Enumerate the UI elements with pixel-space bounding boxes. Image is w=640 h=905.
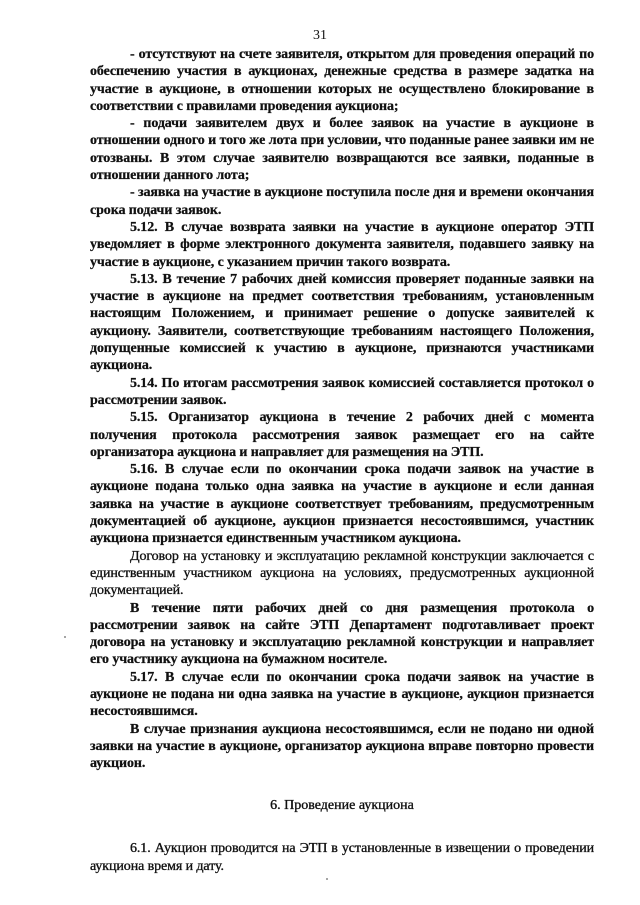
section-title: 6. Проведение аукциона: [270, 798, 414, 814]
scan-speck: [326, 878, 328, 880]
paragraph-5-12: 5.12. В случае возврата заявки на участие в аукционе оператор ЭТП уведомляет в форме электронного документа заявителя, подавшего заявку на участие в аукционе, с указанием причин такого возврата.: [90, 219, 594, 270]
paragraph-6-1: 6.1. Аукцион проводится на ЭТП в установленные в извещении о проведении аукциона время и дату.: [90, 841, 594, 874]
document-body: [90, 46, 594, 875]
paragraph-contract-preparation: В течение пяти рабочих дней со дня размещения протокола о рассмотрении заявок на сайте ЭТП Департамент подготавливает проект договора на установку и эксплуатацию рекламной конструкции и направляет его участнику аукциона на бумажном носителе.: [90, 600, 594, 668]
paragraph-repeat-auction: В случае признания аукциона несостоявшимся, если не подано ни одной заявки на участие в аукционе, организатор аукциона вправе повторно провести аукцион.: [90, 721, 594, 772]
paragraph-5-13: 5.13. В течение 7 рабочих дней комиссия проверяет поданные заявки на участие в аукционе на предмет соответствия требованиям, установленным настоящим Положением, и принимает решение о допуске заявителей к аукциону. Заявители, соответствующие требованиям настоящего Положения, допущенные комиссией к участию в аукционе, признаются участниками аукциона.: [90, 271, 594, 374]
paragraph-5-17: 5.17. В случае если по окончании срока подачи заявок на участие в аукционе не подана ни одна заявка на участие в аукционе, аукцион признается несостоявшимся.: [90, 669, 594, 720]
paragraph-5-15: 5.15. Организатор аукциона в течение 2 рабочих дней с момента получения протокола рассмотрения заявок размещает его на сайте организатора аукциона и направляет для размещения на ЭТП.: [90, 410, 594, 460]
paragraph-duplicate-applications: - подачи заявителем двух и более заявок на участие в аукционе в отношении одного и того же лота при условии, что поданные ранее заявки им не отозваны. В этом случае заявителю возвращаются все заявки, поданные в отношении данного лота;: [90, 116, 594, 184]
page-number: 31: [313, 28, 327, 43]
paragraph-contract-single-participant: Договор на установку и эксплуатацию рекламной конструкции заключается с единственным участником аукциона на условиях, предусмотренных аукционной документацией.: [90, 548, 594, 599]
scan-speck: [64, 636, 66, 638]
paragraph-5-14: 5.14. По итогам рассмотрения заявок комиссией составляется протокол о рассмотрении заявок.: [90, 375, 594, 408]
paragraph-5-16: 5.16. В случае если по окончании срока подачи заявок на участие в аукционе подана только одна заявка на участие в аукционе и если данная заявка на участие в аукционе соответствует требованиям, предусмотренным документацией об аукционе, аукцион признается несостоявшимся, участник аукциона признается единственным участником аукциона.: [90, 462, 594, 547]
paragraph-no-funds: - отсутствуют на счете заявителя, открытом для проведения операций по обеспечению участия в аукционах, денежные средства в размере задатка на участие в аукционе, в отношении которых не осуществлено блокирование в соответствии с правилами проведения аукциона;: [90, 47, 594, 114]
paragraph-late-application: - заявка на участие в аукционе поступила после дня и времени окончания срока подачи заявок.: [90, 185, 594, 218]
